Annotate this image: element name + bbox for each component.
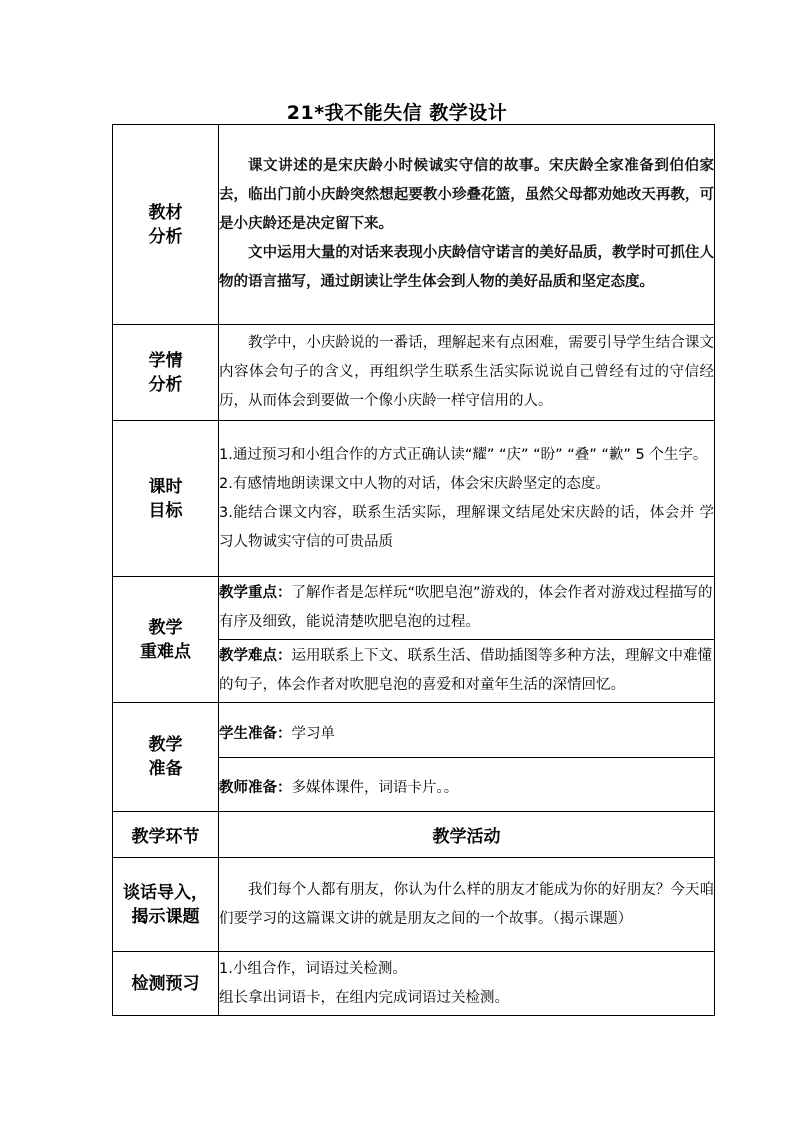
key-point-label: 教学重点： bbox=[219, 585, 292, 602]
teacher-prep-cell bbox=[219, 757, 714, 811]
label-line: 准备 bbox=[148, 759, 183, 779]
teaching-prep-cell bbox=[219, 703, 715, 812]
label-line: 教材 bbox=[148, 202, 183, 223]
student-prep-label: 学生准备： bbox=[219, 726, 292, 743]
label-intro bbox=[113, 858, 219, 952]
label-line: 重难点 bbox=[140, 641, 191, 662]
key-difficult-inner-table bbox=[219, 578, 714, 702]
learner-analysis-content bbox=[219, 325, 715, 421]
key-point-cell bbox=[219, 578, 714, 640]
label-line: 课时 bbox=[148, 476, 183, 497]
preview-check-content bbox=[219, 952, 715, 1016]
lesson-plan-table bbox=[112, 124, 715, 1016]
label-line: 分析 bbox=[148, 226, 183, 247]
row-teaching-prep bbox=[113, 703, 715, 812]
teacher-prep-label: 教师准备： bbox=[219, 779, 292, 796]
label-preview-check: 检测预习 bbox=[113, 952, 219, 1016]
goal-1: 1.通过预习和小组合作的方式正确认读“耀” “庆” “盼” “叠” “歉” 5 个生字。 bbox=[219, 446, 708, 463]
student-prep-cell bbox=[219, 703, 714, 757]
label-line: 学情 bbox=[148, 350, 183, 371]
label-line: 分析 bbox=[148, 374, 183, 395]
student-prep-text: 学习单 bbox=[291, 726, 335, 743]
lesson-goals-content bbox=[219, 421, 715, 577]
label-line: 教学 bbox=[148, 617, 183, 638]
material-paragraph-1: 课文讲述的是宋庆龄小时候诚实守信的故事。宋庆龄全家准备到伯伯家去，临出门前小庆龄突然想起要教小珍叠花篮，虽然父母都劝她改天再教，可是小庆龄还是决定留下来。 bbox=[219, 158, 714, 232]
label-teaching-prep bbox=[113, 703, 219, 812]
material-analysis-content bbox=[219, 125, 715, 325]
check-line-1: 1.小组合作，词语过关检测。 bbox=[219, 960, 407, 977]
label-key-difficult-points bbox=[113, 577, 219, 703]
row-learner-analysis bbox=[113, 325, 715, 421]
label-learner-analysis bbox=[113, 325, 219, 421]
header-teaching-activity: 教学活动 bbox=[219, 812, 715, 858]
learner-paragraph: 教学中，小庆龄说的一番话，理解起来有点困难，需要引导学生结合课文内容体会句子的含义，再组织学生联系生活实际说说自己曾经有过的守信经历，从而体会到要做一个像小庆龄一样守信用的人。 bbox=[219, 335, 714, 409]
row-intro bbox=[113, 858, 715, 952]
label-line: 教学 bbox=[148, 735, 183, 755]
goal-2: 2.有感情地朗读课文中人物的对话，体会宋庆龄坚定的态度。 bbox=[219, 475, 610, 492]
intro-content bbox=[219, 858, 715, 952]
intro-paragraph: 我们每个人都有朋友，你认为什么样的朋友才能成为你的好朋友？今天咱们要学习的这篇课文讲的就是朋友之间的一个故事。（揭示课题） bbox=[219, 881, 714, 927]
difficult-point-cell bbox=[219, 640, 714, 702]
label-lesson-goals bbox=[113, 421, 219, 577]
row-preview-check bbox=[113, 952, 715, 1016]
difficult-point-text: 运用联系上下文、联系生活、借助插图等多种方法，理解文中难懂的句子，体会作者对吹肥皂泡的喜爱和对童年生活的深情回忆。 bbox=[219, 647, 712, 693]
key-point-text: 了解作者是怎样玩“吹肥皂泡”游戏的，体会作者对游戏过程描写的有序及细致，能说清楚吹肥皂泡的过程。 bbox=[219, 585, 713, 631]
label-line: 目标 bbox=[148, 500, 183, 521]
goal-3: 3.能结合课文内容，联系生活实际，理解课文结尾处宋庆龄的话，体会并 学习人物诚实守信的可贵品质 bbox=[219, 504, 714, 550]
row-material-analysis bbox=[113, 125, 715, 325]
label-line: 揭示课题 bbox=[131, 906, 200, 927]
check-line-2: 组长拿出词语卡，在组内完成词语过关检测。 bbox=[219, 989, 509, 1006]
material-paragraph-2: 文中运用大量的对话来表现小庆龄信守诺言的美好品质，教学时可抓住人物的语言描写，通过朗读让学生体会到人物的美好品质和坚定态度。 bbox=[219, 245, 714, 290]
header-teaching-stage: 教学环节 bbox=[113, 812, 219, 858]
key-difficult-cell bbox=[219, 577, 715, 703]
row-activity-header bbox=[113, 812, 715, 858]
label-line: 谈话导入， bbox=[123, 882, 208, 903]
label-material-analysis bbox=[113, 125, 219, 325]
row-key-difficult-points bbox=[113, 577, 715, 703]
difficult-point-label: 教学难点： bbox=[219, 647, 292, 664]
page-title: 21*我不能失信 教学设计 bbox=[286, 102, 508, 124]
teaching-prep-inner-table bbox=[219, 703, 714, 811]
teacher-prep-text: 多媒体课件，词语卡片。。 bbox=[291, 779, 459, 796]
row-lesson-goals bbox=[113, 421, 715, 577]
